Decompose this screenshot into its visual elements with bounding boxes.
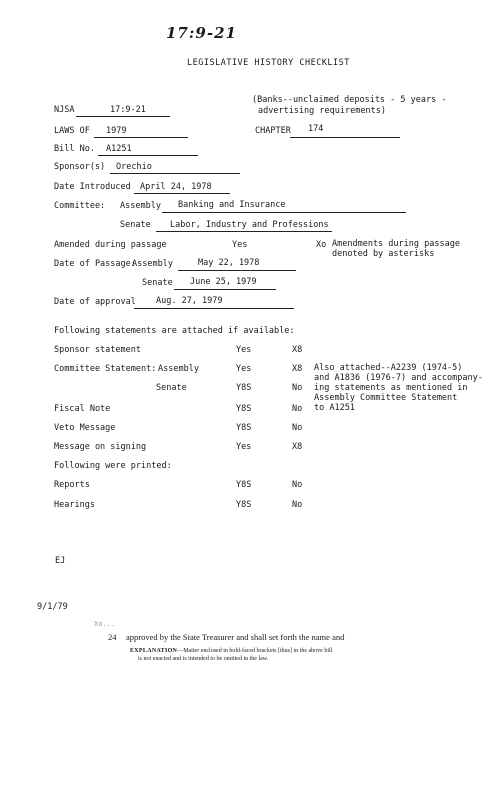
also-attached-line: Also attached--A2239 (1974-5) xyxy=(314,363,463,373)
passage-senate-underline xyxy=(174,289,276,290)
sponsor-underline xyxy=(110,173,240,174)
statement-label: Sponsor statement xyxy=(54,345,141,355)
handwritten-reference: 17:9-21 xyxy=(166,24,237,42)
bottom-text: approved by the State Treasurer and shall set forth the name and xyxy=(126,632,345,642)
chapter-underline xyxy=(290,137,400,138)
note-line-2: advertising requirements) xyxy=(258,106,386,116)
printed-yes: Y8S xyxy=(236,480,252,490)
statement-no: X8 xyxy=(292,442,303,452)
statement-no: No xyxy=(292,383,303,393)
amended-note-line-1: Amendments during passage xyxy=(332,239,460,249)
statement-yes: Y8S xyxy=(236,383,252,393)
introduced-label: Date Introduced xyxy=(54,182,131,192)
printed-label: Reports xyxy=(54,480,90,490)
note-line-1: (Banks--unclaimed deposits - 5 years - xyxy=(252,95,447,105)
introduced-value: April 24, 1978 xyxy=(140,182,212,192)
committee-senate-label: Senate xyxy=(120,220,151,230)
bill-value: A1251 xyxy=(106,144,132,154)
bill-underline xyxy=(98,155,198,156)
amended-no: Xo xyxy=(316,240,327,250)
statements-heading: Following statements are attached if available: xyxy=(54,326,295,336)
also-attached-line: Assembly Committee Statement xyxy=(314,393,458,403)
committee-assembly-value: Banking and Insurance xyxy=(178,200,286,210)
njsa-label: NJSA xyxy=(54,105,75,115)
sponsor-label: Sponsor(s) xyxy=(54,162,106,172)
printed-yes: Y8S xyxy=(236,500,252,510)
statement-sub-label: Senate xyxy=(156,383,187,393)
faint-mark: Xo... xyxy=(94,620,116,628)
printed-no: No xyxy=(292,480,303,490)
document-title: LEGISLATIVE HISTORY CHECKLIST xyxy=(187,58,350,68)
printed-no: No xyxy=(292,500,303,510)
committee-senate-value: Labor, Industry and Professions xyxy=(170,220,329,230)
committee-label: Committee: xyxy=(54,201,106,211)
approval-underline xyxy=(134,308,294,309)
chapter-value: 174 xyxy=(308,124,324,134)
explanation-label: EXPLANATION xyxy=(130,648,178,654)
statement-no: X8 xyxy=(292,364,303,374)
committee-assembly-label: Assembly xyxy=(120,201,161,211)
statement-yes: Yes xyxy=(236,442,252,452)
approval-value: Aug. 27, 1979 xyxy=(156,296,223,306)
passage-senate-label: Senate xyxy=(142,278,173,288)
printed-label: Hearings xyxy=(54,500,95,510)
explanation-line-1 xyxy=(130,648,332,655)
also-attached-line: ing statements as mentioned in xyxy=(314,383,468,393)
bill-label: Bill No. xyxy=(54,144,95,154)
statement-no: No xyxy=(292,404,303,414)
passage-assembly-label: Assembly xyxy=(132,259,173,269)
amended-label: Amended during passage xyxy=(54,240,167,250)
laws-label: LAWS OF xyxy=(54,126,90,136)
printed-heading: Following were printed: xyxy=(54,461,172,471)
statement-yes: Y8S xyxy=(236,423,252,433)
also-attached-line: to A1251 xyxy=(314,403,355,413)
amended-note-line-2: denoted by asterisks xyxy=(332,249,435,259)
passage-assembly-value: May 22, 1978 xyxy=(198,258,260,268)
statement-label: Veto Message xyxy=(54,423,116,433)
passage-assembly-underline xyxy=(178,270,296,271)
statement-yes: Yes xyxy=(236,345,252,355)
sponsor-value: Orechio xyxy=(116,162,152,172)
explanation-text-1: —Matter enclosed in bold-faced brackets [thus] in the above bill xyxy=(177,648,333,654)
statement-label: Message on signing xyxy=(54,442,147,452)
footer-date: 9/1/79 xyxy=(37,602,68,612)
explanation-line-2: is not enacted and is intended to be omitted in the law. xyxy=(138,656,269,662)
njsa-value: 17:9-21 xyxy=(110,105,146,115)
statement-yes: Y8S xyxy=(236,404,252,414)
committee-senate-underline xyxy=(156,231,332,232)
statement-yes: Yes xyxy=(236,364,252,374)
also-attached-line: and A1836 (1976-7) and accompany- xyxy=(314,373,483,383)
chapter-label: CHAPTER xyxy=(255,126,291,136)
statement-label: Fiscal Note xyxy=(54,404,111,414)
committee-assembly-underline xyxy=(162,212,406,213)
bottom-line-number: 24 xyxy=(108,632,117,642)
laws-value: 1979 xyxy=(106,126,127,136)
statement-no: No xyxy=(292,423,303,433)
passage-senate-value: June 25, 1979 xyxy=(190,277,257,287)
amended-yes: Yes xyxy=(232,240,248,250)
approval-label: Date of approval xyxy=(54,297,136,307)
statement-no: X8 xyxy=(292,345,303,355)
laws-underline xyxy=(94,137,188,138)
initials: EJ xyxy=(55,556,66,566)
statement-sub-label: Assembly xyxy=(158,364,199,374)
passage-label: Date of Passage: xyxy=(54,259,136,269)
statement-label: Committee Statement: xyxy=(54,364,157,374)
njsa-underline xyxy=(76,116,170,117)
introduced-underline xyxy=(134,193,230,194)
